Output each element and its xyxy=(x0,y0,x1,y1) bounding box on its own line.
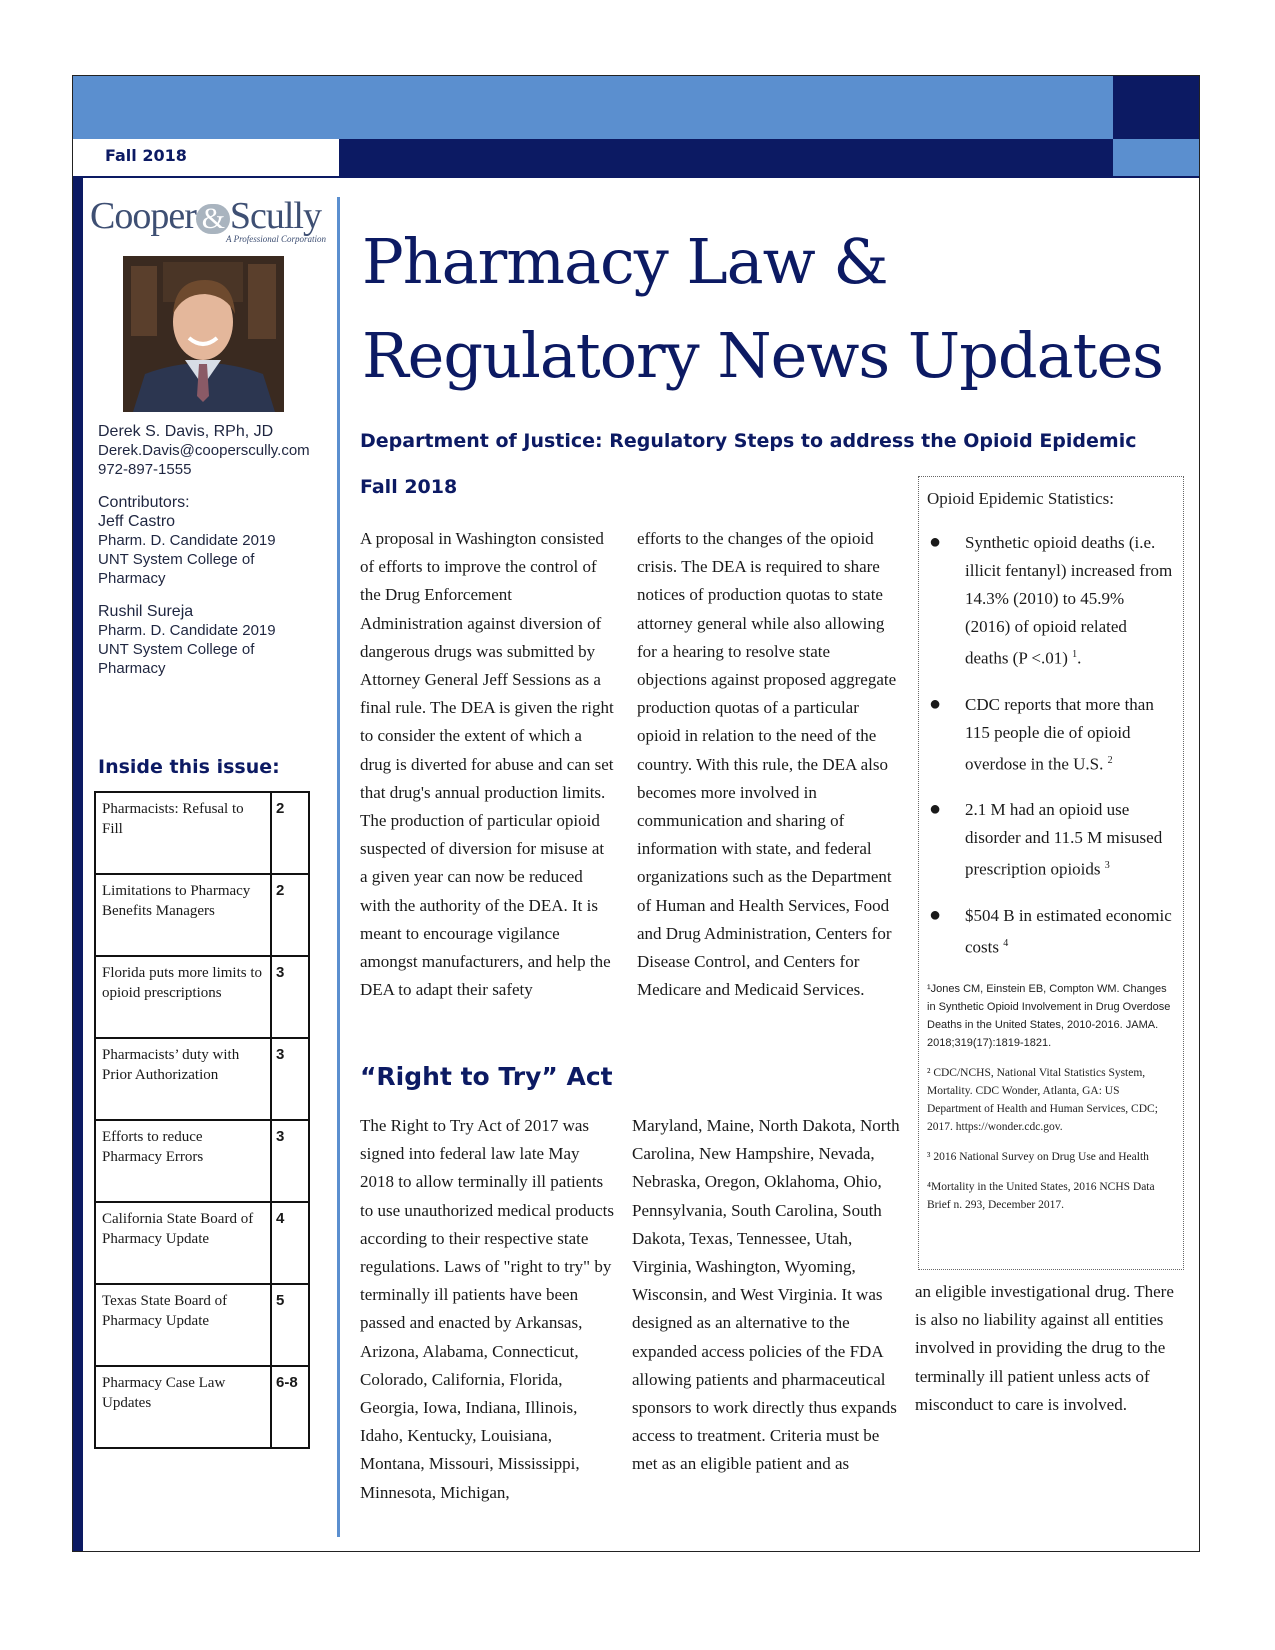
article-headline: Department of Justice: Regulatory Steps to address the Opioid Epidemic xyxy=(360,430,1137,452)
header-square-light xyxy=(1113,139,1199,176)
article-body-column: an eligible investigational drug. There is also no liability against all entities involved in providing the drug to the terminally ill patient unless acts of misconduct to care is involved. xyxy=(915,1282,1174,1414)
contributor-credential: Pharm. D. Candidate 2019 xyxy=(98,532,276,549)
statistics-sidebar xyxy=(918,476,1184,1270)
toc-row[interactable] xyxy=(95,1366,309,1448)
statistics-item: ● Synthetic opioid deaths (i.e. illicit fentanyl) increased from 14.3% (2010) to 45.9% (2016) of opioid related deaths (P <.01) $^1$. xyxy=(927,529,1173,673)
bullet-icon: ● xyxy=(929,692,942,715)
logo-name-right: Scully xyxy=(229,195,321,237)
toc-row[interactable] xyxy=(95,1284,309,1366)
article-body-column: efforts to the changes of the opioid crisis. The DEA is required to share notices of production quotas to state attorney general while also allowing for a hearing to resolve state objections against proposed aggregate production quotas of a particular opioid in relation to the need of the country. With this rule, the DEA also becomes more involved in communication and sharing of information with state, and federal organizations such as the Department of Human and Health Services, Food and Drug Administration, Centers for Disease Control, and Centers for Medicare and Medicaid Services. xyxy=(637,529,897,1000)
toc-label[interactable]: Pharmacists’ duty with Prior Authorization xyxy=(95,1038,271,1120)
contributors-label: Contributors: xyxy=(98,494,190,511)
left-accent-bar xyxy=(73,178,83,1551)
statistics-title: Opioid Epidemic Statistics: xyxy=(927,489,1114,508)
toc-label[interactable]: Florida puts more limits to opioid prescriptions xyxy=(95,956,271,1038)
statistics-text: Synthetic opioid deaths (i.e. illicit fentanyl) increased from 14.3% (2010) to 45.9% (2016) of opioid related deaths (P <.01) xyxy=(965,533,1173,668)
article-dateline: Fall 2018 xyxy=(360,476,458,498)
contributor-school: UNT System College of xyxy=(98,551,255,568)
contributor-school: UNT System College of xyxy=(98,641,255,658)
logo-name-left: Cooper xyxy=(90,195,196,237)
contributor-school-cont: Pharmacy xyxy=(98,570,166,587)
contributor-name: Rushil Sureja xyxy=(98,603,194,620)
toc-page: 3 xyxy=(271,956,309,1038)
toc-row[interactable] xyxy=(95,956,309,1038)
author-contact xyxy=(98,422,328,678)
article-body-column: The Right to Try Act of 2017 was signed into federal law late May 2018 to allow terminally ill patients to use unauthorized medical products according to their respective state regulations. Laws of "right to try" by terminally ill patients have been passed and enacted by Arkansas, Arizona, Alabama, Connecticut, Colorado, California, Florida, Georgia, Iowa, Indiana, Illinois, Idaho, Kentucky, Louisiana, Montana, Missouri, Mississippi, Minnesota, Michigan, xyxy=(360,1116,614,1502)
statistics-text: $504 B in estimated economic costs xyxy=(965,905,1172,957)
contributor-credential: Pharm. D. Candidate 2019 xyxy=(98,622,276,639)
footnote: ⁴Mortality in the United States, 2016 NCHS Data Brief n. 293, December 2017. xyxy=(927,1180,1155,1211)
author-photo xyxy=(123,256,284,412)
toc-label[interactable]: Efforts to reduce Pharmacy Errors xyxy=(95,1120,271,1202)
article-body-column: A proposal in Washington consisted of efforts to improve the control of the Drug Enforcement Administration against diversion of dangerous drugs was submitted by Attorney General Jeff Sessions as a final rule. The DEA is given the right to consider the extent of which a drug is diverted for abuse and can set that drug's annual production limits. The production of particular opioid suspected of diversion for misuse at a given year can now be reduced with the authority of the DEA. It is meant to encourage vigilance amongst manufacturers, and help the DEA to adapt their safety xyxy=(360,529,614,1000)
toc-label[interactable]: Limitations to Pharmacy Benefits Managers xyxy=(95,874,271,956)
author-name: Derek S. Davis, RPh, JD xyxy=(98,423,274,440)
toc-row[interactable] xyxy=(95,1202,309,1284)
toc-row[interactable] xyxy=(95,874,309,956)
footnote-ref: 3 xyxy=(1104,860,1110,872)
header-rule xyxy=(73,176,1199,178)
toc-page: 2 xyxy=(271,792,309,874)
footnote: ³ 2016 National Survey on Drug Use and Health xyxy=(927,1150,1149,1163)
newsletter-title xyxy=(362,215,1192,403)
toc-label[interactable]: Pharmacy Case Law Updates xyxy=(95,1366,271,1448)
bullet-icon: ● xyxy=(929,798,942,821)
footnote-ref: 4 xyxy=(1003,937,1009,949)
contributor-name: Jeff Castro xyxy=(98,513,176,530)
bullet-icon: ● xyxy=(929,531,942,553)
author-phone: 972-897-1555 xyxy=(98,461,192,478)
table-of-contents xyxy=(94,791,310,1449)
article-headline: “Right to Try” Act xyxy=(360,1062,613,1091)
toc-page: 3 xyxy=(271,1038,309,1120)
header-band-dark xyxy=(339,139,1113,176)
toc-page: 2 xyxy=(271,874,309,956)
article-body-column: Maryland, Maine, North Dakota, North Carolina, New Hampshire, Nevada, Nebraska, Oregon, Oklahoma, Ohio, Pennsylvania, South Carolina, South Dakota, Texas, Tennessee, Utah, Virginia, Washington, Wyoming, Wisconsin, and West Virginia. It was designed as an alternative to the expanded access policies of the FDA allowing patients and pharmaceutical sponsors to work directly thus expands access to treatment. Criteria must be met as an eligible patient and as xyxy=(632,1116,900,1474)
statistics-text: 2.1 M had an opioid use disorder and 11.5 M misused prescription opioids xyxy=(965,800,1163,879)
toc-row[interactable] xyxy=(95,792,309,874)
footnote-ref: 2 xyxy=(1107,754,1113,766)
statistics-item xyxy=(927,902,1173,962)
toc-label[interactable]: Pharmacists: Refusal to Fill xyxy=(95,792,271,874)
issue-season: Fall 2018 xyxy=(105,146,187,165)
statistics-text: CDC reports that more than 115 people die of opioid overdose in the U.S. xyxy=(965,694,1154,774)
header-band-light xyxy=(73,76,1113,139)
column-divider xyxy=(337,197,340,1537)
contributor-school-cont: Pharmacy xyxy=(98,660,166,677)
toc-page: 6-8 xyxy=(271,1366,309,1448)
newsletter-title-line2: Regulatory News Updates xyxy=(362,319,1163,392)
toc-page: 4 xyxy=(271,1202,309,1284)
header-square-dark xyxy=(1113,76,1199,139)
newsletter-title-line1: Pharmacy Law & xyxy=(362,225,888,298)
bullet-icon: ● xyxy=(929,903,942,926)
cooper-scully-logo xyxy=(90,196,330,248)
statistics-item xyxy=(927,796,1173,884)
footnote: ² CDC/NCHS, National Vital Statistics System, Mortality. CDC Wonder, Atlanta, GA: US Department of Health and Human Services, CDC; 2017. https://wonder.cdc.gov. xyxy=(927,1066,1158,1133)
toc-row[interactable] xyxy=(95,1038,309,1120)
footnote: ¹Jones CM, Einstein EB, Compton WM. Changes in Synthetic Opioid Involvement in Drug Overdose Deaths in the United States, 2010-2016. JAMA. 2018;319(17):1819-1821. xyxy=(927,982,1171,1049)
inside-issue-title: Inside this issue: xyxy=(98,756,280,778)
statistics-item xyxy=(927,691,1173,779)
author-email[interactable]: Derek.Davis@cooperscully.com xyxy=(98,442,310,459)
toc-label[interactable]: California State Board of Pharmacy Update xyxy=(95,1202,271,1284)
toc-row[interactable] xyxy=(95,1120,309,1202)
toc-page: 5 xyxy=(271,1284,309,1366)
footnote-ref: 1 xyxy=(1072,649,1078,660)
logo-ampersand: & xyxy=(196,204,230,234)
toc-label[interactable]: Texas State Board of Pharmacy Update xyxy=(95,1284,271,1366)
toc-page: 3 xyxy=(271,1120,309,1202)
statistics-list xyxy=(927,529,1173,962)
logo-tagline: A Professional Corporation xyxy=(225,234,326,244)
